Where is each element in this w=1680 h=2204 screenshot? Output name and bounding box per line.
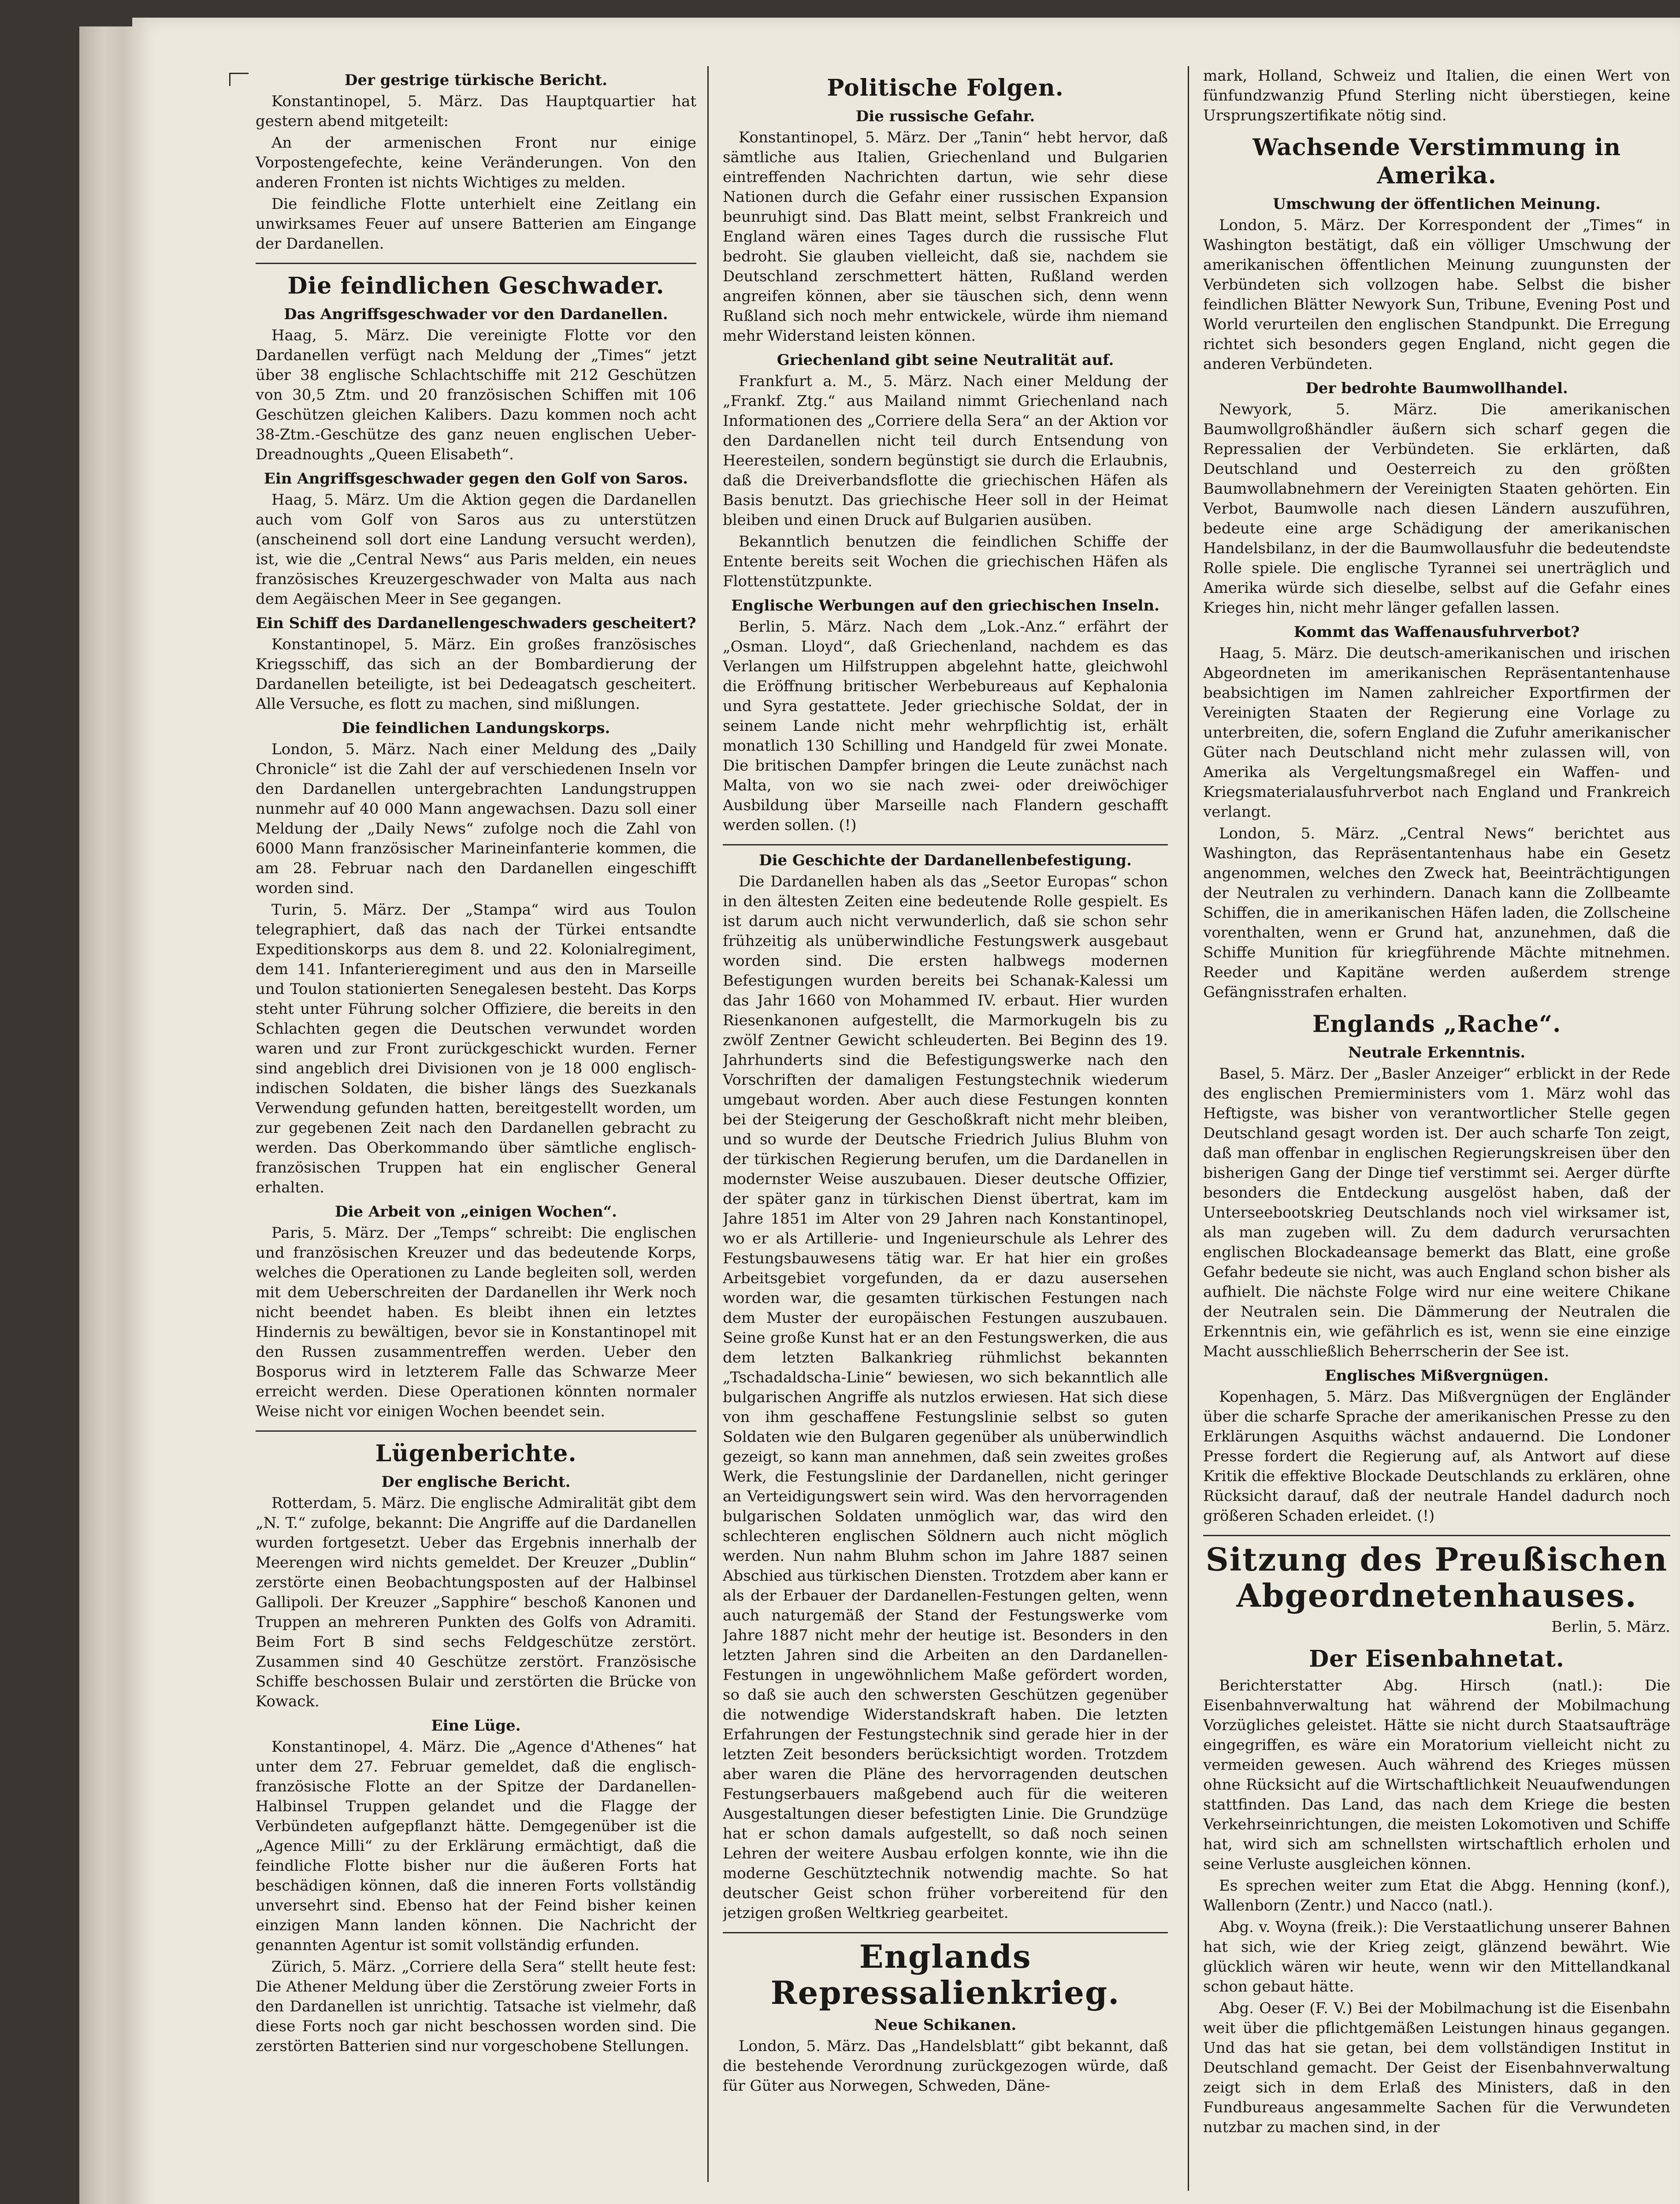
- article-paragraph: Frankfurt a. M., 5. März. Nach einer Meldung der „Frankf. Ztg.“ aus Mailand nimmt Griechenland nach Informationen des „Corriere della Sera“ an der Aktion vor den Dardanellen nicht teil durch Entsendung von Heeresteilen, sondern begünstigt sie durch die Erlaubnis, daß die Dreiverbandsflotte die griechischen Häfen als Basis benutzt. Das griechische Heer soll in der Heimat bleiben und einen Druck auf Bulgarien ausüben.: [723, 372, 1168, 529]
- article-paragraph: Haag, 5. März. Um die Aktion gegen die Dardanellen auch vom Golf von Saros aus zu unterstützen (anscheinend soll dort eine Landung versucht werden), ist, wie die „Central News“ aus Paris melden, ein neues französisches Kreuzergeschwader von Malta aus nach dem Aegäischen Meer in See gegangen.: [256, 491, 696, 608]
- article-subheading: Englische Werbungen auf den griechischen Inseln.: [731, 597, 1160, 614]
- article-subheading: Die russische Gefahr.: [855, 108, 1035, 125]
- article-subheading: Der gestrige türkische Bericht.: [344, 71, 608, 89]
- article-paragraph: Basel, 5. März. Der „Basler Anzeiger“ erblickt in der Rede des englischen Premierministers vom 1. März wohl das Heftigste, was bisher von verantwortlicher Stelle gegen Deutschland gesagt worden ist. Der auch scharfe Ton zeigt, daß man offenbar in englischen Regierungskreisen über den bisherigen Gang der Dinge tief verstimmt sei. Aerger dürfte besonders die Entdeckung ausgelöst haben, daß der Unterseebootskrieg Deutschlands noch viel wirksamer ist, als man zugeben will. Zu dem dadurch verursachten englischen Blockadeansage bemerkt das Blatt, eine große Gefahr bedeute sie nicht, was auch England schon bisher als aufhielt. Die nächste Folge wird nur eine weitere Chikane der Neutralen sein. Die Dämmerung der Neutralen die Erkenntnis ein, wie gefährlich es ist, wenn sie eine einzige Macht ausschließlich Beherrscherin der See ist.: [1203, 1065, 1670, 1360]
- article-paragraph: Newyork, 5. März. Die amerikanischen Baumwollgroßhändler äußern sich scharf gegen die Repressalien der Verbündeten. Sie erklärten, daß Deutschland und Oesterreich zu den größten Baumwollabnehmern der Vereinigten Staaten gehörten. Ein Verbot, Baumwolle nach diesen Ländern auszuführen, bedeute eine arge Schädigung der amerikanischen Handelsbilanz, in der die Baumwollausfuhr die bedeutendste Rolle spiele. Die englische Tyrannei sei unerträglich und Amerika würde sich dieselbe, selbst auf die Gefahr eines Krieges hin, nicht mehr länger gefallen lassen.: [1203, 401, 1670, 617]
- article-paragraph: Berichterstatter Abg. Hirsch (natl.): Die Eisenbahnverwaltung hat während der Mobilmachung Vorzügliches geleistet. Hätte sie nicht durch Staatsaufträge eingegriffen, es wäre ein Moratorium vielleicht nicht zu vermeiden gewesen. Auch während des Krieges müssen ohne Rücksicht auf die Wirtschaftlichkeit Neuaufwendungen stattfinden. Das Land, das nach dem Kriege die besten Verkehrseinrichtungen, die meisten Lokomotiven und Schiffe hat, wird sich am schnellsten wirtschaftlich erholen und seine Verluste ausgleichen können.: [1203, 1677, 1670, 1873]
- paragraph-continued: mark, Holland, Schweiz und Italien, die einen Wert von fünfundzwanzig Pfund Sterling nicht überstiegen, keine Ursprungszertifikate nötig sind.: [1203, 67, 1670, 124]
- column-rule-left: [707, 66, 709, 2182]
- article-paragraph: Konstantinopel, 5. März. Das Hauptquartier hat gestern abend mitgeteilt:: [256, 93, 696, 130]
- article-subheading: Umschwung der öffentlichen Meinung.: [1273, 195, 1601, 213]
- section-divider: [723, 1932, 1168, 1933]
- article-paragraph: Konstantinopel, 5. März. Der „Tanin“ hebt hervor, daß sämtliche aus Italien, Griechenland und Bulgarien eintreffenden Nachrichten dartun, wie sehr diese Nationen durch die Gefahr einer russischen Expansion beunruhigt sind. Das Blatt meint, selbst Frankreich und England wären eines Tages durch die russische Flut bedroht. Sie glauben vielleicht, daß sie, nachdem sie Deutschland zerschmettert hätten, Rußland werden angreifen können, aber sie täuschen sich, denn wenn Rußland sich noch mehr entwickele, würde ihm niemand mehr Widerstand leisten können.: [723, 129, 1168, 345]
- article-paragraph: Abg. Oeser (F. V.) Bei der Mobilmachung ist die Eisenbahn weit über die pflichtgemäßen Leistungen hinaus gegangen. Und das hat sie getan, bei dem vollständigen Institut in Deutschland gemacht. Der Geist der Eisenbahnverwaltung zeigt sich in dem Erlaß des Ministers, daß in den Fundbureaus angesammelte Sachen für die Verwundeten nutzbar zu machen sind, in der: [1203, 1999, 1670, 2136]
- article-paragraph: Kopenhagen, 5. März. Das Mißvergnügen der Engländer über die scharfe Sprache der amerikanischen Presse zu den Erklärungen Asquiths wächst andauernd. Die Londoner Presse fordert die Regierung auf, als Antwort auf diese Kritik die effektive Blockade Deutschlands zu erklären, ohne Rücksicht darauf, daß der neutrale Handel dadurch noch größeren Schaden erleidet. (!): [1203, 1388, 1670, 1525]
- article-subheading: Englisches Mißvergnügen.: [1324, 1367, 1549, 1385]
- article-paragraph: An der armenischen Front nur einige Vorpostengefechte, keine Veränderungen. Von den anderen Fronten ist nichts Wichtiges zu melden.: [256, 134, 696, 191]
- article-paragraph: Paris, 5. März. Der „Temps“ schreibt: Die englischen und französischen Kreuzer und das bedeutende Korps, welches die Operationen zu Lande begleiten soll, werden mit dem Ueberschreiten der Dardanellen ihr Werk noch nicht beendet haben. Es bleibt ihnen ein letztes Hindernis zu bewältigen, bevor sie in Konstantinopel mit den Russen zusammentreffen werden. Ueber den Bosporus wird in letzterem Falle das Schwarze Meer erreicht werden. Diese Operationen könnten normaler Weise nicht vor einigen Wochen beendet sein.: [256, 1224, 696, 1420]
- article-subheading: Ein Schiff des Dardanellengeschwaders gescheitert?: [256, 614, 696, 632]
- article-headline: Englands „Rache“.: [1312, 1011, 1561, 1038]
- article-headline: Lügenberichte.: [375, 1440, 577, 1467]
- article-paragraph: Rotterdam, 5. März. Die englische Admiralität gibt dem „N. T.“ zufolge, bekannt: Die Angriffe auf die Dardanellen wurden fortgesetzt. Ueber das Ergebnis innerhalb der Meerengen wird nichts gemeldet. Der Kreuzer „Dublin“ zerstörte einen Beobachtungsposten auf der Halbinsel Gallipoli. Der Kreuzer „Sapphire“ beschoß Kanonen und Truppen an mehreren Punkten des Golfs von Adramiti. Beim Fort B sind sechs Feldgeschütze zerstört. Zusammen sind 40 Geschütze zerstört. Französische Schiffe beschossen Bulair und zerstörten die Brücke von Kowack.: [256, 1494, 696, 1710]
- article-paragraph: London, 5. März. Der Korrespondent der „Times“ in Washington bestätigt, daß ein völliger Umschwung der amerikanischen öffentlichen Meinung zuungunsten der Verbündeten sich vollzogen habe. Selbst die bisher feindlichen Blätter Newyork Sun, Tribune, Evening Post und World verurteilen den englischen Standpunkt. Die Erregung richtet sich besonders gegen England, nicht gegen die anderen Verbündeten.: [1203, 216, 1670, 373]
- article-headline: Wachsende Verstimmung in Amerika.: [1253, 134, 1621, 189]
- article-subheading: Ein Angriffsgeschwader gegen den Golf von Saros.: [264, 470, 688, 488]
- article-headline: Politische Folgen.: [827, 74, 1064, 101]
- article-subheading: Neutrale Erkenntnis.: [1348, 1044, 1526, 1061]
- section-divider: [1203, 1535, 1670, 1536]
- article-subheading: Die Geschichte der Dardanellenbefestigung.: [759, 852, 1132, 869]
- section-divider: [723, 844, 1168, 845]
- column-left: [256, 66, 696, 2204]
- article-subheading: Die Arbeit von „einigen Wochen“.: [335, 1203, 617, 1221]
- column-rule-right: [1188, 66, 1189, 2191]
- article-subheading: Der englische Bericht.: [381, 1473, 571, 1491]
- section-divider: [256, 263, 696, 264]
- article-paragraph: Bekanntlich benutzen die feindlichen Schiffe der Entente bereits seit Wochen die griechischen Häfen als Flottenstützpunkte.: [723, 533, 1168, 590]
- article-paragraph: Konstantinopel, 5. März. Ein großes französisches Kriegsschiff, das sich an der Bombardierung der Dardanellen beteiligte, ist bei Dedeagatsch gescheitert. Alle Versuche, es flott zu machen, sind mißlungen.: [256, 636, 696, 713]
- article-paragraph: London, 5. März. „Central News“ berichtet aus Washington, das Repräsentantenhaus habe ein Gesetz angenommen, welches den Zweck hat, Beeinträchtigungen der Neutralen zu verhindern. Danach kann die Zollbeamte Schiffen, die in amerikanischen Häfen laden, die Zollscheine vorenthalten, wenn er Grund hat, anzunehmen, daß die Schiffe Munition für kriegführende Mächte mitnehmen. Reeder und Kapitäne werden außerdem strenge Gefängnisstrafen erhalten.: [1203, 825, 1670, 1001]
- article-subheading: Kommt das Waffenausfuhrverbot?: [1293, 623, 1580, 641]
- article-subheading: Griechenland gibt seine Neutralität auf.: [777, 351, 1114, 369]
- article-subheading: Neue Schikanen.: [874, 2016, 1017, 2034]
- section-headline: Sitzung des Preußischen Abgeordnetenhauses.: [1205, 1541, 1668, 1614]
- article-paragraph: Es sprechen weiter zum Etat die Abgg. Henning (konf.), Wallenborn (Zentr.) und Nacco (natl.).: [1203, 1877, 1670, 1914]
- article-headline: Die feindlichen Geschwader.: [287, 272, 665, 299]
- article-subheading: Das Angriffsgeschwader vor den Dardanellen.: [284, 305, 668, 323]
- column-right: [1203, 66, 1670, 2204]
- article-paragraph: Die feindliche Flotte unterhielt eine Zeitlang ein unwirksames Feuer auf unsere Batterien am Eingange der Dardanellen.: [256, 195, 696, 253]
- article-paragraph: Abg. v. Woyna (freik.): Die Verstaatlichung unserer Bahnen hat sich, wie der Krieg zeigt, glänzend bewährt. Wie glücklich wären wir heute, wenn wir den Mittellandkanal schon gebaut hätte.: [1203, 1918, 1670, 1996]
- article-paragraph: Konstantinopel, 4. März. Die „Agence d'Athenes“ hat unter dem 27. Februar gemeldet, daß die englisch-französische Flotte an der Spitze der Dardanellen-Halbinsel Truppen gelandet und die Flagge der Verbündeten aufgepflanzt hätte. Demgegenüber ist die „Agence Milli“ zu der Erklärung ermächtigt, daß die feindliche Flotte bisher nur die äußeren Forts hat beschädigen können, daß die inneren Forts vollständig unversehrt sind. Ebenso hat der Feind bisher keinen einzigen Mann landen können. Die Nachricht der genannten Agentur ist somit vollständig erfunden.: [256, 1738, 696, 1954]
- column-mark: [229, 73, 249, 74]
- column-middle: [723, 66, 1168, 2204]
- article-paragraph: London, 5. März. Nach einer Meldung des „Daily Chronicle“ ist die Zahl der auf verschiedenen Inseln vor den Dardanellen untergebrachten Landungstruppen nunmehr auf 40 000 Mann angewachsen. Dazu soll einer Meldung der „Daily News“ zufolge noch die Zahl von 6000 Mann französischer Marineinfanterie kommen, die am 28. Februar nach den Dardanellen eingeschifft worden sind.: [256, 741, 696, 897]
- article-subheading: Eine Lüge.: [431, 1717, 521, 1735]
- section-divider: [256, 1430, 696, 1432]
- article-paragraph: Zürich, 5. März. „Corriere della Sera“ stellt heute fest: Die Athener Meldung über die Zerstörung zweier Forts in den Dardanellen ist unrichtig. Tatsache ist vielmehr, daß diese Forts noch gar nicht beschossen worden sind. Die zerstörten Batterien sind nur vorgeschobene Stellungen.: [256, 1958, 696, 2055]
- article-paragraph: London, 5. März. Das „Handelsblatt“ gibt bekannt, daß die bestehende Verordnung zurückgezogen würde, daß für Güter aus Norwegen, Schweden, Däne-: [723, 2037, 1168, 2095]
- article-subheading: Die feindlichen Landungskorps.: [342, 719, 610, 737]
- article-subheading: Der bedrohte Baumwollhandel.: [1305, 380, 1568, 397]
- corner-mark: [229, 73, 230, 86]
- article-paragraph: Haag, 5. März. Die deutsch-amerikanischen und irischen Abgeordneten im amerikanischen Repräsentantenhause beabsichtigen im Namen zahlreicher Exportfirmen der Vereinigten Staaten der Regierung eine Vorlage zu unterbreiten, die, sofern England die Zufuhr amerikanischer Güter nach Deutschland nicht mehr zulassen will, von Amerika als Vergeltungsmaßregel ein Waffen- und Kriegsmaterialausfuhrverbot nach England und Frankreich verlangt.: [1203, 644, 1670, 821]
- article-paragraph: Die Dardanellen haben als das „Seetor Europas“ schon in den ältesten Zeiten eine bedeutende Rolle gespielt. Es ist darum auch nicht verwunderlich, daß sie schon sehr frühzeitig als unüberwindliche Festungswerk ausgebaut worden sind. Die ersten halbwegs modernen Befestigungen wurden bereits bei Schanak-Kalessi um das Jahr 1660 von Mohammed IV. erbaut. Hier wurden Riesenkanonen aufgestellt, die Marmorkugeln bis zu zwölf Zentner Gewicht schleuderten. Bei Beginn des 19. Jahrhunderts sind die Befestigungswerke nach den Vorschriften der damaligen Festungstechnik wiederum umgebaut worden. Aber auch diese Festungen konnten bei der Steigerung der Geschoßkraft nicht mehr bleiben, und so wurde der Deutsche Friedrich Julius Bluhm von der türkischen Regierung berufen, um die Dardanellen in modernster Weise auszubauen. Dieser deutsche Offizier, der später ganz in türkischen Dienst übertrat, kam im Jahre 1851 im Alter von 29 Jahren nach Konstantinopel, wo er als Artillerie- und Ingenieurschule als Lehrer des Festungsbauwesens tätig war. Er hat hier ein großes Arbeitsgebiet vorgefunden, da er dazu ausersehen worden war, die gesamten türkischen Festungen nach dem Muster der europäischen Festungen auszubauen. Seine große Kunst hat er an den Festungswerken, die aus dem letzten Balkankrieg rühmlichst bekannten „Tschadaldscha-Linie“ bewiesen, wo sich bekanntlich alle bulgarischen Angriffe als nutzlos erwiesen. Hat sich diese von ihm geschaffene Festungslinie selbst so guten Soldaten wie den Bulgaren gegenüber als unüberwindlich gezeigt, so kann man annehmen, daß sein zweites großes Werk, die Festungslinie der Dardanellen, nicht geringer an Verteidigungswert sein wird. Was den hervorragenden bulgarischen Soldaten unmöglich war, das wird den schlechteren englischen Söldnern auch nicht möglich werden. Nun nahm Bluhm schon im Jahre 1887 seinen Abschied aus türkischen Diensten. Trotzdem aber kann er als der Erbauer der Dardanellen-Festungen gelten, wenn auch naturgemäß der Stand der Festungswerke vom Jahre 1887 nicht mehr der heutige ist. Besonders in den letzten Jahren sind die Arbeiten an den Dardanellen-Festungen in ungewöhnlichem Maße gefördert worden, so daß sie auch den schwersten Geschützen gegenüber die notwendige Widerstandskraft haben. Die letzten Erfahrungen der Festungstechnik sind gerade hier in der letzten Zeit besonders berücksichtigt worden. Trotzdem aber waren die Pläne des hervorragenden deutschen Festungserbauers maßgebend auch für die weiteren Ausgestaltungen dieser befestigten Linie. Die Grundzüge hat er schon damals aufgestellt, so daß noch seinen Lehren der weitere Ausbau erfolgen konnte, wie ihn die moderne Geschütztechnik notwendig machte. So hat deutscher Geist schon früher vorbereitend für den jetzigen großen Weltkrieg gearbeitet.: [723, 873, 1168, 1922]
- article-paragraph: Haag, 5. März. Die vereinigte Flotte vor den Dardanellen verfügt nach Meldung der „Times“ jetzt über 38 englische Schlachtschiffe mit 212 Geschützen von 30,5 Ztm. und 20 französischen Schiffen mit 106 Geschützen gleichen Kalibers. Dazu kommen noch acht 38-Ztm.-Geschütze des ganz neuen englischen Ueber-Dreadnoughts „Queen Elisabeth“.: [256, 327, 696, 463]
- article-paragraph: Turin, 5. März. Der „Stampa“ wird aus Toulon telegraphiert, daß das nach der Türkei entsandte Expeditionskorps aus dem 8. und 22. Kolonialregiment, dem 141. Infanterieregiment und aus den in Marseille und Toulon stationierten Senegalesen besteht. Das Korps steht unter Führung solcher Offiziere, die bereits in den Schlachten gegen die Deutschen verwundet worden waren und zur Front zurückgeschickt wurden. Ferner sind angeblich drei Divisionen von je 18 000 englisch-indischen Soldaten, die bisher längs des Suezkanals Verwendung gefunden hatten, bereitgestellt worden, um zur gegebenen Zeit nach den Dardanellen gebracht zu werden. Das Oberkommando über sämtliche englisch-französischen Truppen hat ein englischer General erhalten.: [256, 901, 696, 1196]
- article-headline: Der Eisenbahnetat.: [1309, 1646, 1565, 1672]
- dateline: Berlin, 5. März.: [1551, 1618, 1670, 1636]
- article-paragraph: Berlin, 5. März. Nach dem „Lok.-Anz.“ erfährt der „Osman. Lloyd“, daß Griechenland, nachdem es das Verlangen um Hilfstruppen abgelehnt hatte, gleichwohl die Eröffnung britischer Werbebureaus auf Kephalonia und Syra gestattete. Jeder griechische Soldat, der in seinem Lande nicht mehr wehrpflichtig ist, erhält monatlich 130 Schilling und Handgeld für zwei Monate. Die britischen Dampfer bringen die Leute zunächst nach Malta, von wo sie nach zwei- oder dreiwöchiger Ausbildung über Marseille nach Flandern geschafft werden sollen. (!): [723, 618, 1168, 834]
- section-headline: Englands Repressalienkrieg.: [770, 1938, 1120, 2011]
